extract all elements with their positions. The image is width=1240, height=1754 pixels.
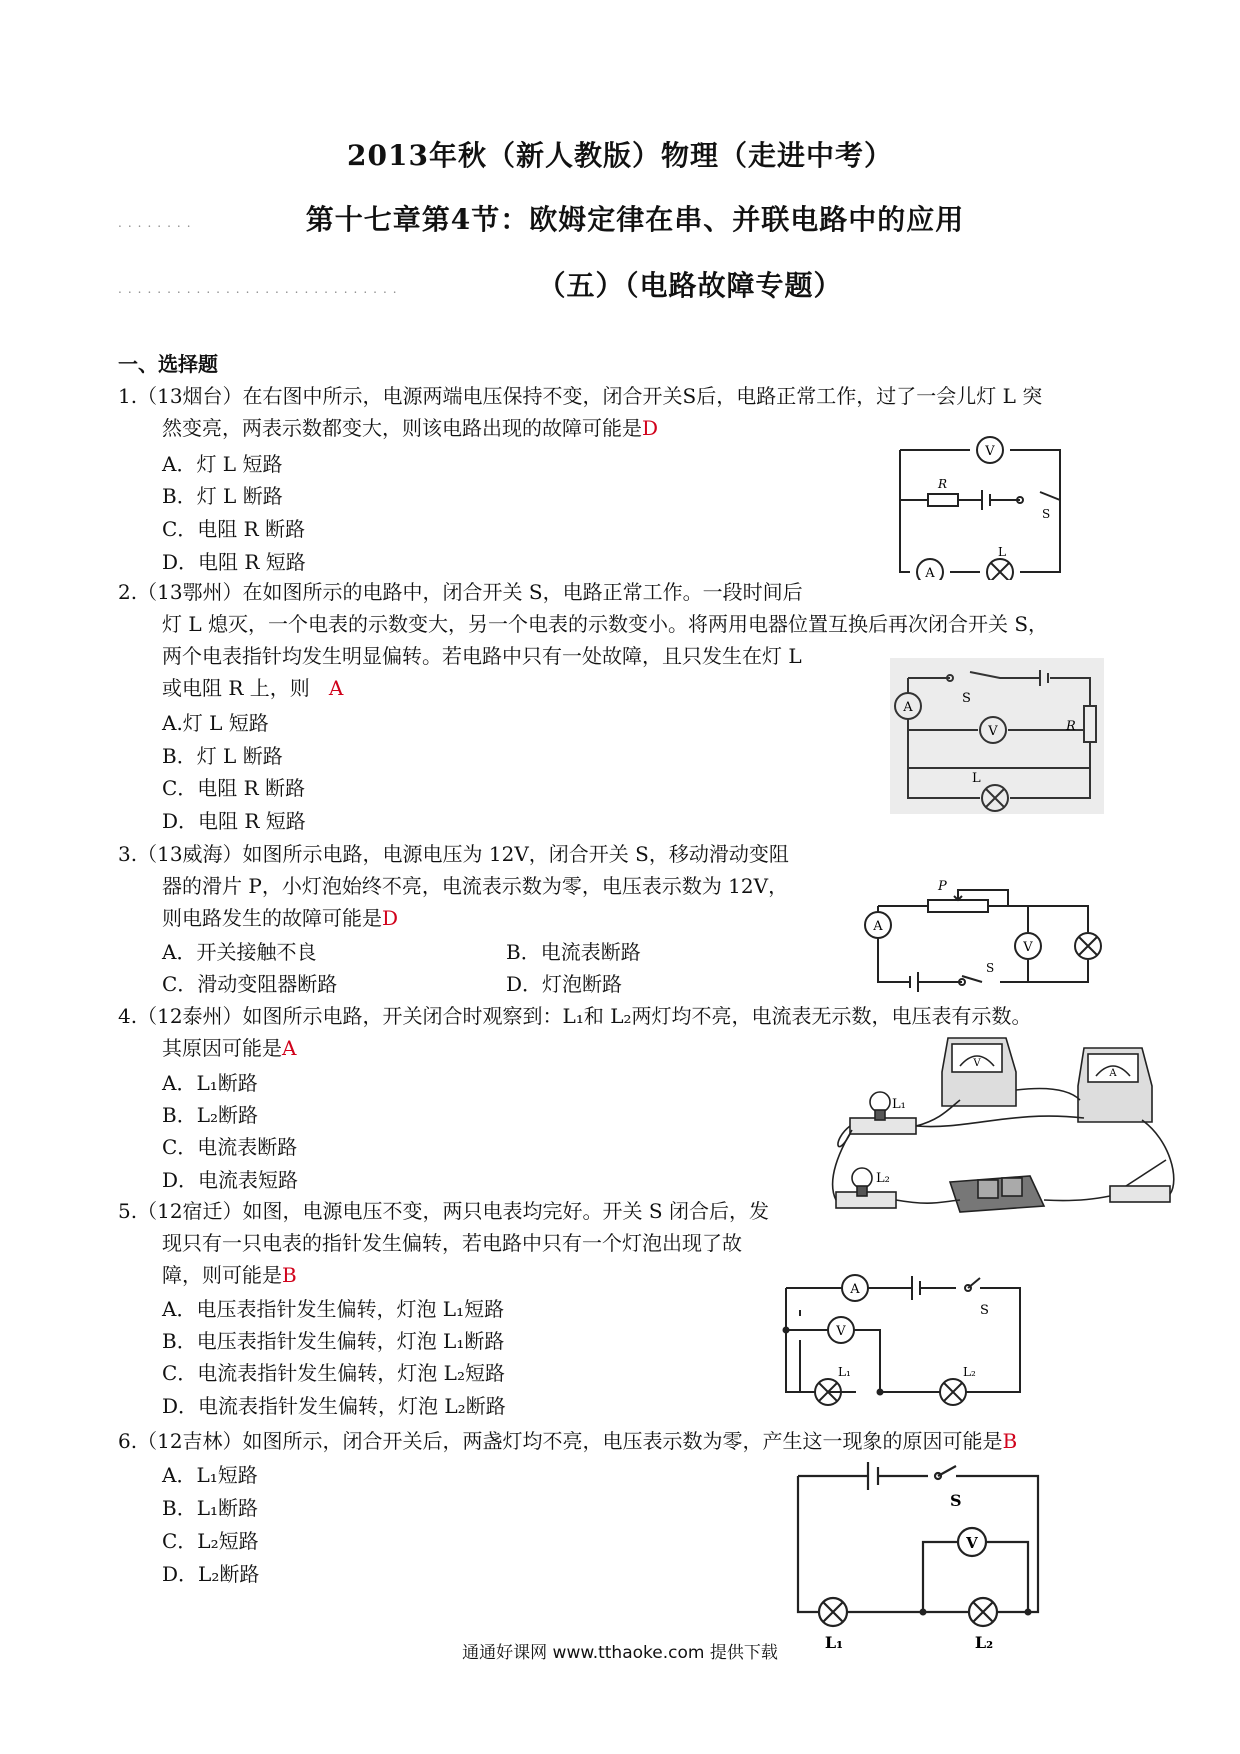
question-number: 3. [118,842,138,866]
question-stem: 障，则可能是 [162,1263,282,1287]
question-stem: （12宿迁）如图，电源电压不变，两只电表均完好。开关 S 闭合后，发 [137,1199,769,1223]
voltmeter-label: V [1023,940,1033,955]
option-a: A．电压表指针发生偏转，灯泡 L₁短路 [162,1297,505,1321]
question-number: 1. [118,384,138,408]
question-number: 6. [118,1429,138,1453]
answer: A [282,1036,297,1060]
option-d: D．电阻 R 短路 [162,809,306,833]
circuit-3-svg [858,874,1110,994]
switch-label: S [1042,507,1051,521]
option-d: D．灯泡断路 [506,972,623,996]
option-c: C．L₂短路 [162,1529,259,1553]
section-heading: 一、选择题 [118,352,218,376]
lamp-label: L [972,771,981,786]
ammeter-label: A [873,919,883,934]
option-b: B．电压表指针发生偏转，灯泡 L₁断路 [162,1329,505,1353]
question-number: 2. [118,580,138,604]
ammeter-label: A [925,566,935,580]
switch-label: S [950,1491,962,1510]
option-b: B．灯 L 断路 [162,484,283,508]
lamp-2-label: L₂ [876,1171,890,1186]
question-number: 4. [118,1004,138,1028]
circuit-diagram-2 [890,658,1104,814]
lamp-label: L [998,545,1006,559]
ammeter-label: A [850,1282,860,1297]
lamp-2-label: L₂ [963,1365,976,1379]
question-stem: （13威海）如图所示电路，电源电压为 12V，闭合开关 S，移动滑动变阻 [137,842,789,866]
question-number: 5. [118,1199,138,1223]
option-d: D．L₂断路 [162,1562,260,1586]
lamp-1-label: L₁ [824,1633,844,1652]
question-stem: （12吉林）如图所示，闭合开关后，两盏灯均不亮，电压表示数为零，产生这一现象的原因可能是 [137,1429,1003,1453]
lamp-1-label: L₁ [892,1097,906,1112]
circuit-5-svg [780,1270,1030,1410]
circuit-1-svg [880,430,1080,580]
option-d: D．电流表指针发生偏转，灯泡 L₂断路 [162,1394,506,1418]
question-stem: 器的滑片 P，小灯泡始终不亮，电流表示数为零，电压表示数为 12V， [162,874,789,898]
answer: D [642,416,659,440]
answer: B [282,1263,297,1287]
voltmeter-label: V [985,444,995,459]
circuit-6-svg [788,1456,1056,1652]
option-a: A.灯 L 短路 [162,711,269,735]
option-c: C．电阻 R 断路 [162,776,306,800]
voltmeter-label: V [966,1534,978,1552]
option-d: D．电流表短路 [162,1168,299,1192]
resistor-label: R [938,477,948,491]
question-stem: 则电路发生的故障可能是 [162,906,382,930]
option-c: C．电流表指针发生偏转，灯泡 L₂短路 [162,1361,505,1385]
answer: A [328,676,344,700]
option-a: A．灯 L 短路 [162,452,283,476]
question-stem: （13烟台）在右图中所示，电源两端电压保持不变，闭合开关S后，电路正常工作，过了一会儿灯 L 突 [137,384,1043,408]
slider-label: P [938,879,947,894]
option-d: D．电阻 R 短路 [162,550,306,574]
voltmeter-label: V [836,1324,846,1339]
lamp-1-label: L₁ [838,1365,851,1379]
ammeter-label: A [1109,1068,1117,1079]
voltmeter-label: V [973,1058,981,1069]
switch-label: S [962,691,971,706]
question-stem: 两个电表指针均发生明显偏转。若电路中只有一处故障，且只发生在灯 L [162,644,802,668]
circuit-diagram-5 [780,1270,1030,1410]
option-c: C．滑动变阻器断路 [162,972,338,996]
option-b: B．L₂断路 [162,1103,258,1127]
circuit-4-svg [830,1030,1184,1216]
option-a: A．L₁短路 [162,1463,258,1487]
option-a: A．L₁断路 [162,1071,258,1095]
question-stem: （12泰州）如图所示电路，开关闭合时观察到：L₁和 L₂两灯均不亮，电流表无示数，电压表有示数。 [137,1004,1032,1028]
option-a: A．开关接触不良 [162,940,317,964]
question-stem: 现只有一只电表的指针发生偏转，若电路中只有一个灯泡出现了故 [162,1231,742,1255]
question-stem: 然变亮，两表示数都变大，则该电路出现的故障可能是 [162,416,642,440]
lamp-2-label: L₂ [974,1633,994,1652]
switch-label: S [980,1303,989,1318]
circuit-2-svg [890,658,1104,814]
option-c: C．电阻 R 断路 [162,517,306,541]
title-line-3: （五）（电路故障专题） [537,269,843,302]
answer: D [382,906,399,930]
question-stem: 灯 L 熄灭，一个电表的示数变大，另一个电表的示数变小。将两用电器位置互换后再次闭合开关 S， [162,612,1049,636]
circuit-diagram-1 [880,430,1080,580]
circuit-diagram-3 [858,874,1110,994]
option-b: B．灯 L 断路 [162,744,283,768]
ammeter-label: A [903,700,913,715]
title-line-1: 2013年秋（新人教版）物理（走进中考） [347,139,893,172]
answer: B [1002,1429,1018,1453]
voltmeter-label: V [988,724,998,739]
option-c: C．电流表断路 [162,1135,298,1159]
dot-leader: ........ [118,216,197,230]
resistor-label: R [1066,719,1076,734]
question-stem: 或电阻 R 上，则 [162,676,310,700]
option-b: B．电流表断路 [506,940,641,964]
page-footer: 通通好课网 www.tthaoke.com 提供下载 [462,1643,778,1663]
option-b: B．L₁断路 [162,1496,258,1520]
question-6 [118,1425,1128,1457]
circuit-diagram-6 [788,1456,1056,1652]
question-stem: （13鄂州）在如图所示的电路中，闭合开关 S，电路正常工作。一段时间后 [137,580,803,604]
question-stem: 其原因可能是 [162,1036,282,1060]
circuit-photo-4 [830,1030,1184,1216]
dot-leader: ............................. [118,282,403,296]
title-line-2: 第十七章第4节：欧姆定律在串、并联电路中的应用 [305,203,965,236]
switch-label: S [986,961,995,975]
